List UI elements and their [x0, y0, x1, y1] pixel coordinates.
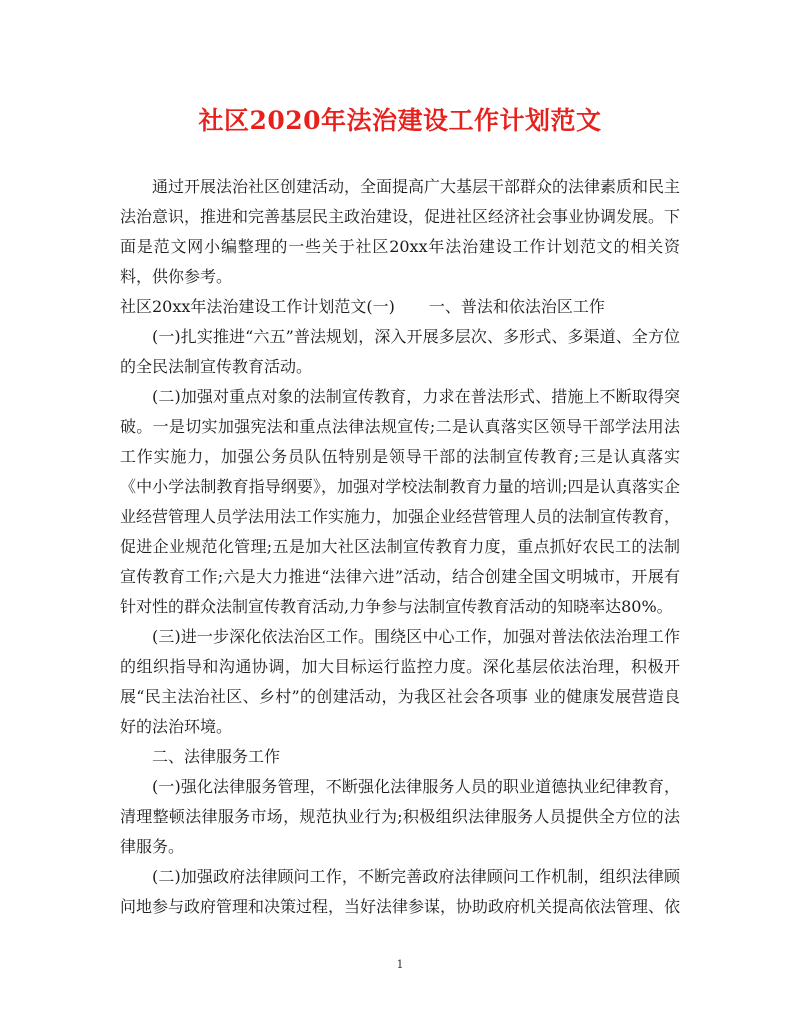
section-two-heading: 二、法律服务工作: [152, 747, 281, 766]
document-title: 社区2020年法治建设工作计划范文: [198, 106, 602, 135]
paragraph-2: (二)加强对重点对象的法制宣传教育，力求在普法形式、措施上不断取得突破。一是切实加强宪法和重点法律法规宣传;二是认真落实区领导干部学法用法工作实施力，加强公务员队伍特别是领导干部的法制宣传教育;三是认真落实《中小学法制教育指导纲要》，加强对学校法制教育力量的培训;四是认真落实企业经营管理人员学法用法工作实施力，加强企业经营管理人员的法制宣传教育，促进企业规范化管理;五是加大社区法制宣传教育力度，重点抓好农民工的法制宣传教育工作;六是大力推进“法律六进”活动，结合创建全国文明城市，开展有针对性的群众法制宣传教育活动,力争参与法制宣传教育活动的知晓率达80%。: [120, 387, 681, 616]
paragraph-4: (一)强化法律服务管理，不断强化法律服务人员的职业道德执业纪律教育，清理整顿法律服务市场，规范执业行为;积极组织法律服务人员提供全方位的法律服务。: [120, 777, 680, 856]
paragraph-3: (三)进一步深化依法治区工作。围绕区中心工作，加强对普法依法治理工作的组织指导和沟通协调，加大目标运行监控力度。深化基层依法治理，积极开展“民主法治社区、乡村”的创建活动，为我区社会各项事 业的健康发展营造良好的法治环境。: [120, 627, 680, 736]
subtitle-gap: [395, 292, 429, 322]
section-one-heading: 一、普法和依法治区工作: [428, 297, 605, 316]
paragraph-1: (一)扎实推进“六五”普法规划，深入开展多层次、多形式、多渠道、全方位的全民法制宣传教育活动。: [120, 327, 680, 376]
document-body: [120, 172, 680, 922]
paragraph-5: (二)加强政府法律顾问工作，不断完善政府法律顾问工作机制，组织法律顾问地参与政府管理和决策过程，当好法律参谋，协助政府机关提高依法管理、依: [120, 867, 681, 916]
intro-paragraph: 通过开展法治社区创建活动，全面提高广大基层干部群众的法律素质和民主法治意识，推进和完善基层民主政治建设，促进社区经济社会事业协调发展。下面是范文网小编整理的一些关于社区20xx年法治建设工作计划范文的相关资料，供你参考。: [120, 177, 681, 286]
subtitle-one: 社区20xx年法治建设工作计划范文(一): [120, 297, 395, 316]
subtitle-row: [120, 292, 680, 322]
page-number: 1: [396, 958, 404, 971]
